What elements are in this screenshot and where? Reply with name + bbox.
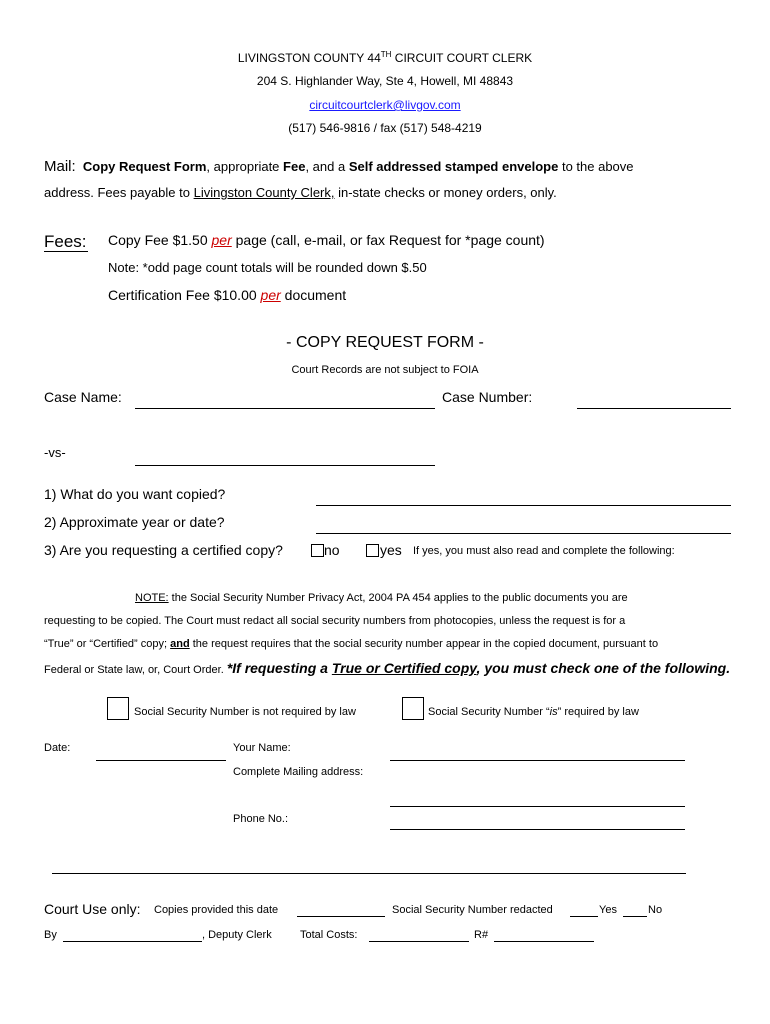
copy-fee-line <box>108 232 545 248</box>
ssn-note-3-post: the request requires that the social security number appear in the copied document, pursuant to <box>189 638 659 650</box>
office-address: 204 S. Highlander Way, Ste 4, Howell, MI 48843 <box>256 74 514 88</box>
email-link[interactable]: circuitcourtclerk@livgov.com <box>309 98 461 112</box>
cert-fee-pre: Certification Fee $10.00 <box>108 287 261 303</box>
office-name-tail: CIRCUIT COURT CLERK <box>391 51 533 65</box>
ssn-required-checkbox[interactable] <box>402 697 424 720</box>
receipt-number-label: R# <box>474 929 489 941</box>
mail-instructions <box>44 158 634 175</box>
case-name-label: Case Name: <box>44 389 122 405</box>
ssn-note-line-3 <box>44 638 658 650</box>
emph-post: , you must check one of the following. <box>476 660 731 676</box>
case-name-field[interactable] <box>135 408 435 409</box>
form-subtitle: Court Records are not subject to FOIA <box>291 364 479 376</box>
ssn-note-and: and <box>170 638 190 650</box>
court-use-divider <box>52 873 686 874</box>
certified-no-checkbox[interactable] <box>311 544 324 557</box>
vs-label: -vs- <box>44 445 66 460</box>
opposing-party-field[interactable] <box>135 465 435 466</box>
copies-provided-date-field[interactable] <box>297 916 385 917</box>
certified-yes-note: If yes, you must also read and complete the following: <box>413 545 675 557</box>
case-number-label: Case Number: <box>442 389 533 405</box>
year-date-field[interactable] <box>316 533 731 534</box>
mail-label: Mail: <box>44 158 76 175</box>
odd-page-note: Note: *odd page count totals will be rounded down $.50 <box>108 260 427 275</box>
your-name-field[interactable] <box>390 760 685 761</box>
emph-pre: *If requesting a <box>226 660 332 676</box>
mail-tail: to the above <box>558 159 634 174</box>
your-name-label: Your Name: <box>233 742 291 754</box>
by-label: By <box>44 929 57 941</box>
office-email[interactable] <box>0 98 770 112</box>
office-name <box>0 50 770 65</box>
mail-item-envelope: Self addressed stamped envelope <box>348 159 559 174</box>
mail-payee-line <box>44 185 557 200</box>
ssn-redacted-no-label: No <box>648 904 663 916</box>
per-emphasis: per <box>211 232 232 248</box>
ssn-note-label: NOTE: <box>135 592 169 604</box>
office-name-sup: TH <box>380 50 392 59</box>
fees-label-underline <box>44 251 88 252</box>
emph-underlined: True or Certified copy <box>331 660 477 676</box>
mailing-address-label: Complete Mailing address: <box>233 766 364 778</box>
ssn-note-text-1: the Social Security Number Privacy Act, 2004 PA 454 applies to the public documents you are <box>168 592 628 604</box>
certified-yes-label: yes <box>380 542 402 558</box>
question-year-date: 2) Approximate year or date? <box>44 514 225 530</box>
ssn-required-label <box>428 706 639 718</box>
ssn-not-required-checkbox[interactable] <box>107 697 129 720</box>
certified-copy-instruction <box>227 660 730 676</box>
copy-fee-post: page (call, e-mail, or fax Request for *page count) <box>231 232 545 248</box>
phone-label: Phone No.: <box>233 813 289 825</box>
fees-label: Fees: <box>44 232 87 251</box>
mail-item-fee: Fee <box>283 159 306 174</box>
ssn-note-line-2: requesting to be copied. The Court must redact all social security numbers from photocopies, unless the request is for a <box>44 615 626 627</box>
payee: Livingston County Clerk, <box>193 185 335 200</box>
per-emphasis-2: per <box>260 287 281 303</box>
mail-sep-1: , appropriate <box>206 159 284 174</box>
mail-line2-post: in-state checks or money orders, only. <box>334 185 557 200</box>
what-copied-field[interactable] <box>316 505 731 506</box>
phone-field[interactable] <box>390 829 685 830</box>
date-field[interactable] <box>96 760 226 761</box>
ssn-redacted-yes-field[interactable] <box>570 916 598 917</box>
ssn-note-line-1 <box>135 592 628 604</box>
ssn-not-required-label: Social Security Number is not required by law <box>134 706 356 718</box>
receipt-number-field[interactable] <box>494 941 594 942</box>
deputy-clerk-field[interactable] <box>63 941 202 942</box>
ssn-note-3-pre: “True” or “Certified” copy; <box>44 638 171 650</box>
mail-item-form: Copy Request Form <box>82 159 207 174</box>
court-use-label: Court Use only: <box>44 901 141 917</box>
opt2-is: is <box>549 706 558 718</box>
ssn-note-line-4 <box>44 660 730 676</box>
opt2-post: ” required by law <box>557 706 639 718</box>
copies-provided-label: Copies provided this date <box>154 904 279 916</box>
cert-fee-post: document <box>280 287 347 303</box>
case-number-field[interactable] <box>577 408 731 409</box>
mailing-address-field[interactable] <box>390 806 685 807</box>
certified-yes-checkbox[interactable] <box>366 544 379 557</box>
ssn-note-4-pre: Federal or State law, or, Court Order. <box>44 664 227 676</box>
date-label: Date: <box>44 742 71 754</box>
office-name-text: LIVINGSTON COUNTY 44 <box>237 51 381 65</box>
question-what-copied: 1) What do you want copied? <box>44 486 226 502</box>
ssn-redacted-yes-label: Yes <box>599 904 617 916</box>
mail-line2-pre: address. Fees payable to <box>44 185 194 200</box>
deputy-clerk-label: , Deputy Clerk <box>202 929 272 941</box>
total-costs-field[interactable] <box>369 941 469 942</box>
certified-no-label: no <box>324 542 340 558</box>
certification-fee-line <box>108 287 346 303</box>
copy-fee-pre: Copy Fee $1.50 <box>108 232 212 248</box>
form-title: - COPY REQUEST FORM - <box>286 334 484 351</box>
total-costs-label: Total Costs: <box>300 929 358 941</box>
question-certified: 3) Are you requesting a certified copy? <box>44 542 283 558</box>
mail-sep-2: , and a <box>305 159 349 174</box>
ssn-redacted-no-field[interactable] <box>623 916 647 917</box>
ssn-redacted-label: Social Security Number redacted <box>392 904 553 916</box>
office-phone: (517) 546-9816 / fax (517) 548-4219 <box>288 121 482 135</box>
opt2-pre: Social Security Number “ <box>428 706 550 718</box>
